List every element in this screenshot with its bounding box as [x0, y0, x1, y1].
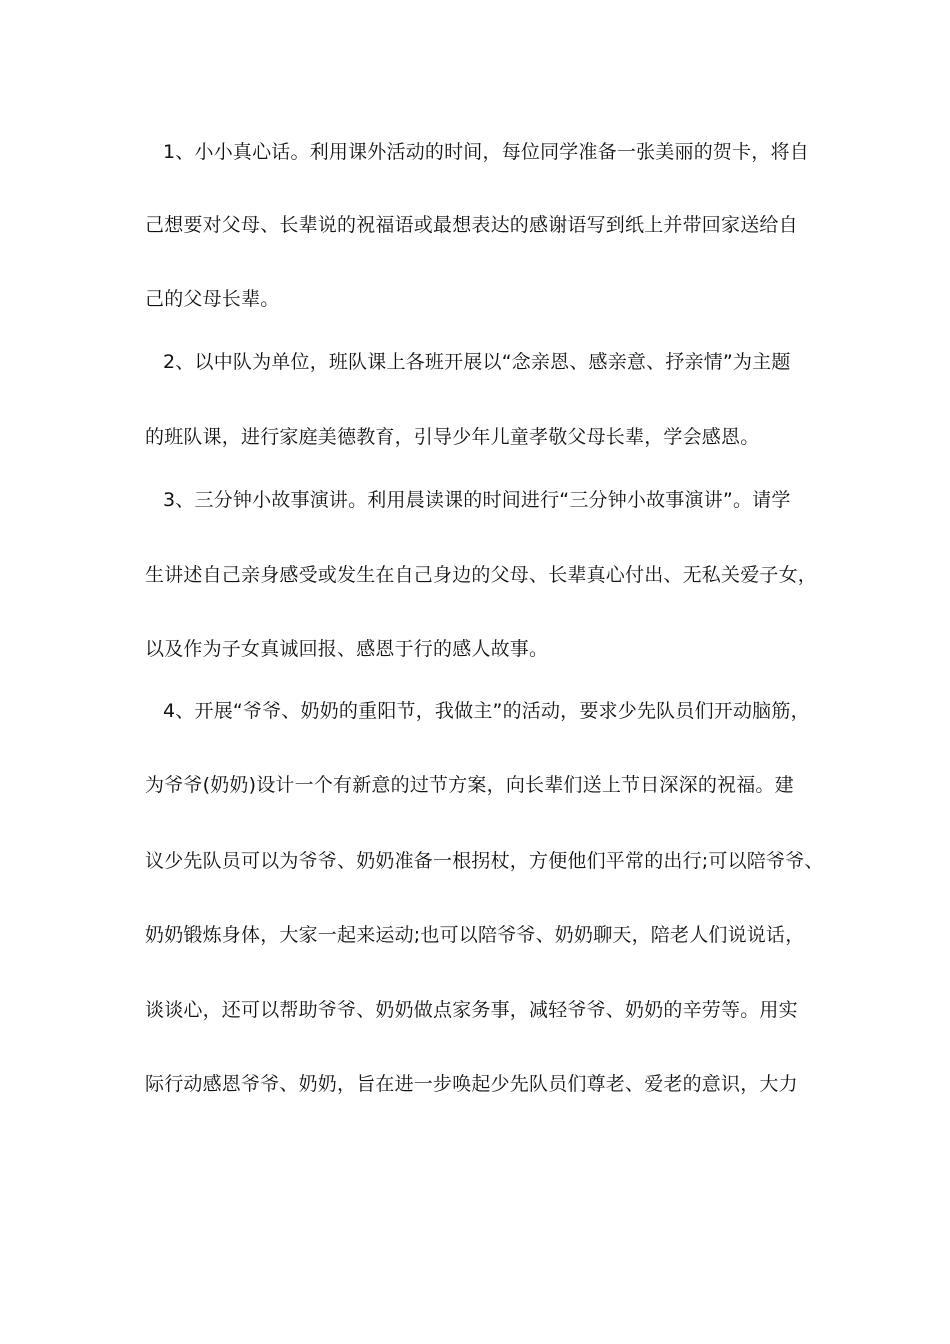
- item-4-line-1: 4、开展“爷爷、奶奶的重阳节，我做主”的活动，要求少先队员们开动脑筋，: [163, 700, 810, 722]
- item-1-line-1: 1、小小真心话。利用课外活动的时间，每位同学准备一张美丽的贺卡，将自: [163, 141, 809, 163]
- item-4-line-3: 议少先队员可以为爷爷、奶奶准备一根拐杖，方便他们平常的出行;可以陪爷爷、: [145, 850, 824, 872]
- item-3-line-3: 以及作为子女真诚回报、感恩于行的感人故事。: [145, 638, 549, 660]
- item-1-line-3: 己的父母长辈。: [145, 288, 280, 310]
- item-1-line-2: 己想要对父母、长辈说的祝福语或最想表达的感谢语写到纸上并带回家送给自: [145, 214, 798, 236]
- item-3-line-1: 3、三分钟小故事演讲。利用晨读课的时间进行“三分钟小故事演讲”。请学: [163, 489, 791, 511]
- item-4-line-4: 奶奶锻炼身体，大家一起来运动;也可以陪爷爷、奶奶聊天，陪老人们说说话，: [145, 924, 805, 946]
- item-3-line-2: 生讲述自己亲身感受或发生在自己身边的父母、长辈真心付出、无私关爱子女，: [145, 564, 818, 586]
- item-2-line-1: 2、以中队为单位，班队课上各班开展以“念亲恩、感亲意、抒亲情”为主题: [163, 351, 791, 373]
- item-2-line-2: 的班队课，进行家庭美德教育，引导少年儿童孝敬父母长辈，学会感恩。: [145, 426, 760, 448]
- item-4-line-5: 谈谈心，还可以帮助爷爷、奶奶做点家务事，减轻爷爷、奶奶的辛劳等。用实: [145, 999, 798, 1021]
- item-4-line-6: 际行动感恩爷爷、奶奶，旨在进一步唤起少先队员们尊老、爱老的意识，大力: [145, 1073, 798, 1095]
- item-4-line-2: 为爷爷(奶奶)设计一个有新意的过节方案，向长辈们送上节日深深的祝福。建: [145, 774, 794, 796]
